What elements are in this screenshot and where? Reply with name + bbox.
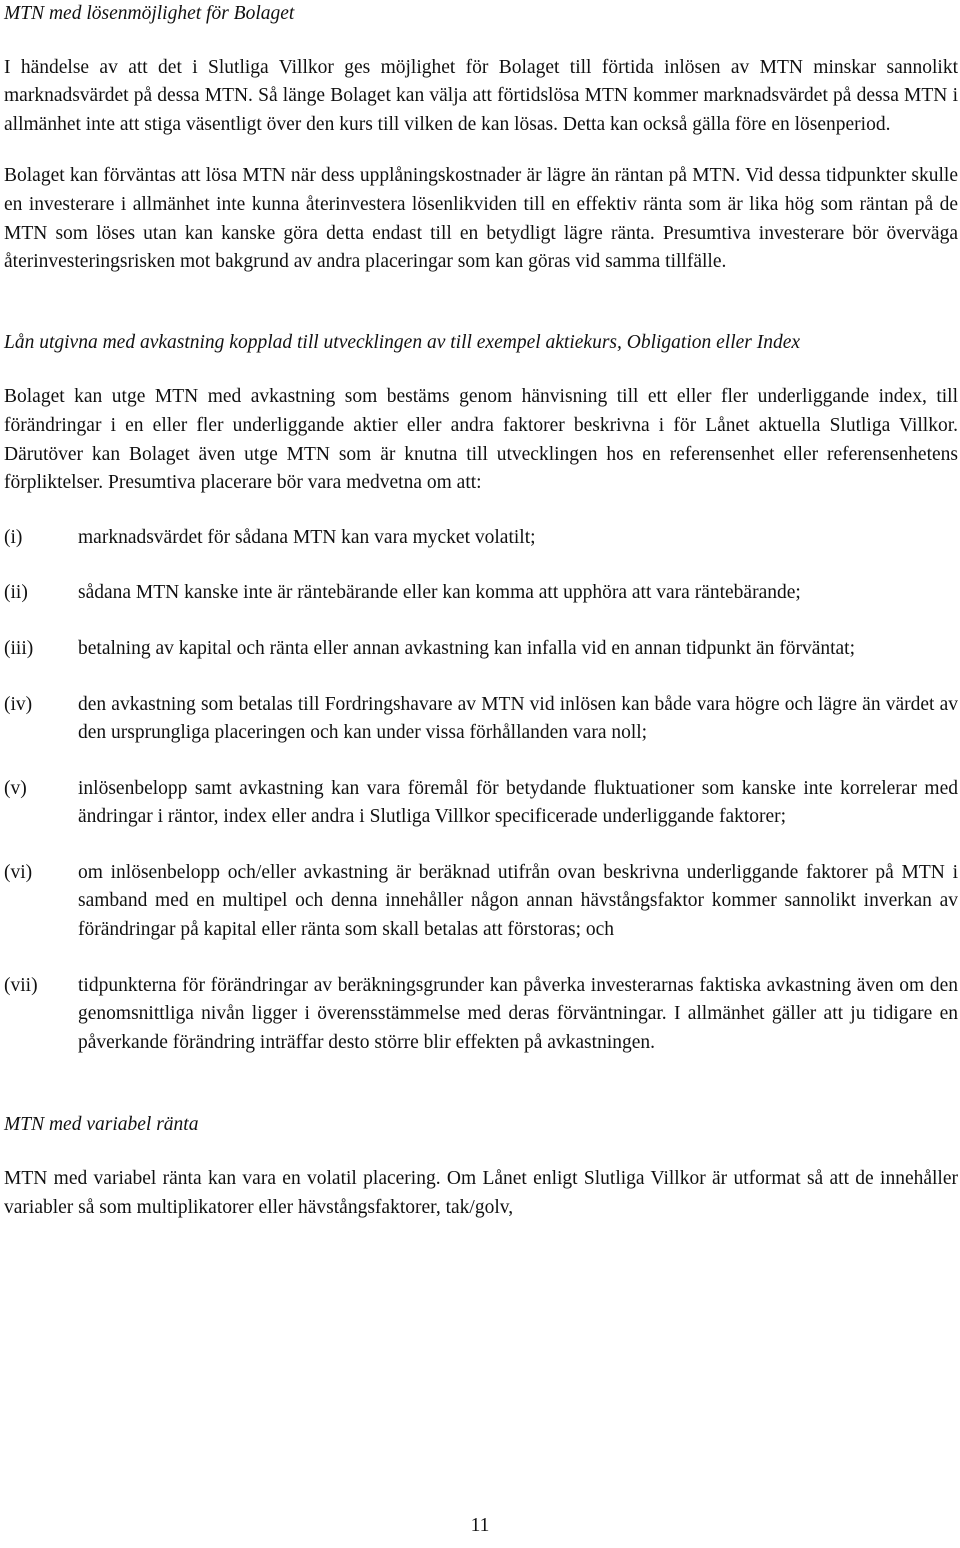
list-item-text: den avkastning som betalas till Fordringshavare av MTN vid inlösen kan både vara högre och lägre än värdet av den ursprungliga placeringen och kan under vissa förhållanden vara noll; (78, 693, 958, 744)
list-item-text: marknadsvärdet för sådana MTN kan vara mycket volatilt; (78, 526, 536, 548)
section-heading-lösenmöjlighet: MTN med lösenmöjlighet för Bolaget (4, 3, 295, 24)
list-item-text: tidpunkterna för förändringar av beräkningsgrunder kan påverka investerarnas faktiska avkastning även om den genomsnittliga nivån ligger i överensstämmelse med deras förväntningar. I allmänhet gäller att ju tidigare en påverkande förändring inträffar desto större blir effekten på avkastningen. (78, 974, 958, 1053)
page-number: 11 (470, 1515, 490, 1536)
list-item-text: betalning av kapital och ränta eller annan avkastning kan infalla vid en annan tidpunkt än förväntat; (78, 637, 856, 659)
list-item (4, 635, 958, 664)
list-marker: (vii) (4, 974, 38, 996)
list-marker: (iii) (4, 637, 34, 659)
risk-list (4, 524, 958, 1058)
list-marker: (i) (4, 526, 23, 548)
list-item (4, 972, 958, 1058)
paragraph-aterinvesteringsrisk: Bolaget kan förväntas att lösa MTN när dess upplåningskostnader är lägre än räntan på MTN. Vid dessa tidpunkter skulle en investerare i allmänhet inte kunna återinvestera lösenlikviden till en effektiv ränta som är lika hög som räntan på de MTN som löses utan kan kanske göra detta endast till en betydligt lägre ränta. Presumtiva investerare bör överväga återinvesteringsrisken mot bakgrund av andra placeringar som kan göras vid samma tillfälle. (4, 165, 958, 273)
list-item (4, 524, 958, 553)
list-item-text: sådana MTN kanske inte är räntebärande eller kan komma att upphöra att vara räntebärande; (78, 582, 801, 604)
section-heading-variabel-ranta: MTN med variabel ränta (4, 1114, 199, 1136)
list-item (4, 691, 958, 748)
list-item (4, 775, 958, 832)
list-item-text: inlösenbelopp samt avkastning kan vara föremål för betydande fluktuationer som kanske inte korrelerar med ändringar i räntor, index eller andra i Slutliga Villkor specificerade underliggande faktorer; (78, 777, 958, 828)
list-marker: (v) (4, 777, 27, 799)
paragraph-underliggande-index: Bolaget kan utge MTN med avkastning som bestäms genom hänvisning till ett eller fler underliggande index, till förändringar i en eller fler underliggande aktier eller andra faktorer beskrivna i för Lånet aktuella Slutliga Villkor. Därutöver kan Bolaget även utge MTN som är knutna till utvecklingen hos en referensenhet eller referensenhetens förpliktelser. Presumtiva placerare bör vara medvetna om att: (4, 386, 958, 494)
list-marker: (vi) (4, 861, 33, 883)
section-heading-lan-kopplad-avkastning: Lån utgivna med avkastning kopplad till utvecklingen av till exempel aktiekurs, Obligation eller Index (4, 331, 801, 353)
document-page (4, 0, 958, 1222)
list-item (4, 859, 958, 945)
list-item (4, 579, 958, 608)
list-item-text: om inlösenbelopp och/eller avkastning är beräknad utifrån ovan beskrivna underliggande faktorer på MTN i samband med en multipel och denna innehåller någon annan hävstångsfaktor kommer sannolikt inverkan av förändringar på kapital eller ränta som skall betalas att förstoras; och (78, 861, 958, 941)
list-marker: (iv) (4, 693, 33, 715)
paragraph-fortida-inlosen: I händelse av att det i Slutliga Villkor ges möjlighet för Bolaget till förtida inlösen av MTN minskar sannolikt marknadsvärdet på dessa MTN. Så länge Bolaget kan välja att förtidslösa MTN kommer marknadsvärdet på dessa MTN i allmänhet inte att stiga väsentligt över den kurs till vilken de kan lösas. Detta kan också gälla före en lösenperiod. (4, 56, 958, 135)
paragraph-variabel-ranta: MTN med variabel ränta kan vara en volatil placering. Om Lånet enligt Slutliga Villkor är utformat så att de innehåller variabler så som multiplikatorer eller hävstångsfaktorer, tak/golv, (4, 1168, 958, 1218)
list-marker: (ii) (4, 582, 28, 604)
